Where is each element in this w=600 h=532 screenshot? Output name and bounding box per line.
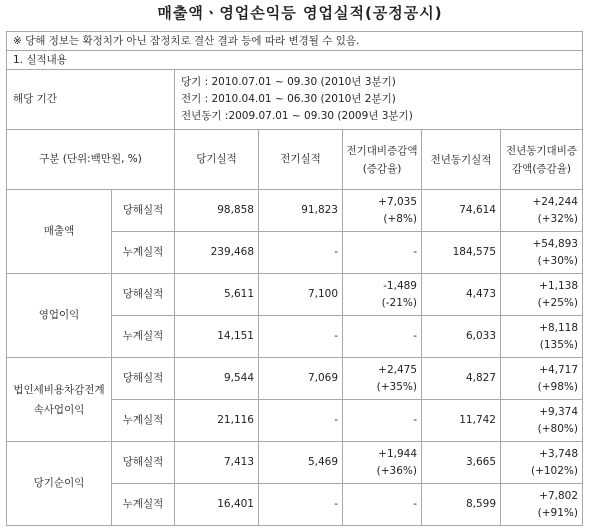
header-row [7,130,583,190]
header-prior-year: 전년동기실적 [422,130,501,190]
qoq-rate: (+35%) [376,380,417,393]
qoq-rate: (+36%) [376,464,417,477]
yoy-rate: (+102%) [530,464,578,477]
yoy-amount: +24,244 [532,195,578,208]
row-period-type: 누계실적 [112,316,175,358]
cell-current: 5,611 [175,274,259,316]
yoy-rate: (135%) [539,338,578,351]
cell-current: 239,468 [175,232,259,274]
period-current: 당기 : 2010.07.01 ~ 09.30 (2010년 3분기) [181,76,396,88]
header-current: 당기실적 [175,130,259,190]
cell-current: 9,544 [175,358,259,400]
cell-yoy [501,358,583,400]
cell-prior-year: 4,827 [422,358,501,400]
row-period-type: 당해실적 [112,274,175,316]
yoy-amount: +7,802 [539,489,578,502]
header-yoy: 전년동기대비증감액(증감율) [501,130,583,190]
yoy-amount: +8,118 [539,321,578,334]
row-category: 매출액 [7,190,112,274]
cell-qoq: - [343,316,422,358]
cell-prior-year: 8,599 [422,484,501,526]
cell-qoq: - [343,400,422,442]
yoy-rate: (+91%) [537,506,578,519]
cell-prior-year: 11,742 [422,400,501,442]
cell-previous: - [259,484,343,526]
row-period-type: 누계실적 [112,400,175,442]
cell-qoq [343,358,422,400]
row-period-type: 당해실적 [112,190,175,232]
qoq-amount: +7,035 [378,195,417,208]
cell-previous: 5,469 [259,442,343,484]
cell-prior-year: 3,665 [422,442,501,484]
header-category: 구분 (단위:백만원, %) [7,130,175,190]
yoy-amount: +4,717 [539,363,578,376]
earnings-table [6,31,583,526]
header-previous: 전기실적 [259,130,343,190]
cell-yoy [501,484,583,526]
row-period-type: 누계실적 [112,232,175,274]
cell-prior-year: 184,575 [422,232,501,274]
qoq-amount: +1,944 [378,447,417,460]
qoq-amount: +2,475 [378,363,417,376]
header-qoq: 전기대비증감액(증감율) [343,130,422,190]
yoy-amount: +1,138 [539,279,578,292]
period-row [7,70,583,130]
cell-qoq [343,274,422,316]
cell-qoq: - [343,232,422,274]
qoq-rate: (+8%) [383,212,417,225]
cell-previous: - [259,400,343,442]
period-values [175,70,583,130]
cell-previous: 7,069 [259,358,343,400]
cell-current: 16,401 [175,484,259,526]
yoy-rate: (+30%) [537,254,578,267]
row-period-type: 당해실적 [112,442,175,484]
table-row [7,274,583,316]
period-previous: 전기 : 2010.04.01 ~ 06.30 (2010년 2분기) [181,93,396,105]
cell-current: 98,858 [175,190,259,232]
yoy-rate: (+80%) [537,422,578,435]
yoy-amount: +3,748 [539,447,578,460]
cell-qoq [343,190,422,232]
yoy-rate: (+98%) [537,380,578,393]
yoy-amount: +9,374 [539,405,578,418]
row-category: 당기순이익 [7,442,112,526]
cell-previous: - [259,316,343,358]
row-period-type: 누계실적 [112,484,175,526]
cell-yoy [501,274,583,316]
notice-row [7,32,583,51]
cell-yoy [501,400,583,442]
cell-yoy [501,316,583,358]
cell-yoy [501,442,583,484]
table-row [7,442,583,484]
cell-previous: 7,100 [259,274,343,316]
cell-previous: - [259,232,343,274]
page-title: 매출액ㆍ영업손익등 영업실적(공정공시) [157,4,443,22]
cell-prior-year: 4,473 [422,274,501,316]
row-category: 법인세비용차감전계속사업이익 [7,358,112,442]
cell-prior-year: 74,614 [422,190,501,232]
qoq-amount: -1,489 [383,279,417,292]
cell-prior-year: 6,033 [422,316,501,358]
cell-current: 7,413 [175,442,259,484]
section-title: 1. 실적내용 [7,51,583,70]
qoq-rate: (-21%) [381,296,417,309]
cell-previous: 91,823 [259,190,343,232]
yoy-amount: +54,893 [532,237,578,250]
cell-qoq: - [343,484,422,526]
row-category: 영업이익 [7,274,112,358]
cell-current: 21,116 [175,400,259,442]
cell-qoq [343,442,422,484]
cell-yoy [501,232,583,274]
period-label: 해당 기간 [7,70,175,130]
row-period-type: 당해실적 [112,358,175,400]
cell-yoy [501,190,583,232]
table-row [7,358,583,400]
cell-current: 14,151 [175,316,259,358]
yoy-rate: (+32%) [537,212,578,225]
table-row [7,190,583,232]
section-row [7,51,583,70]
period-prior-year: 전년동기 :2009.07.01 ~ 09.30 (2009년 3분기) [181,110,413,122]
yoy-rate: (+25%) [537,296,578,309]
notice-text: ※ 당해 정보는 확정치가 아닌 잠정치로 결산 결과 등에 따라 변경될 수 있음. [7,32,583,51]
